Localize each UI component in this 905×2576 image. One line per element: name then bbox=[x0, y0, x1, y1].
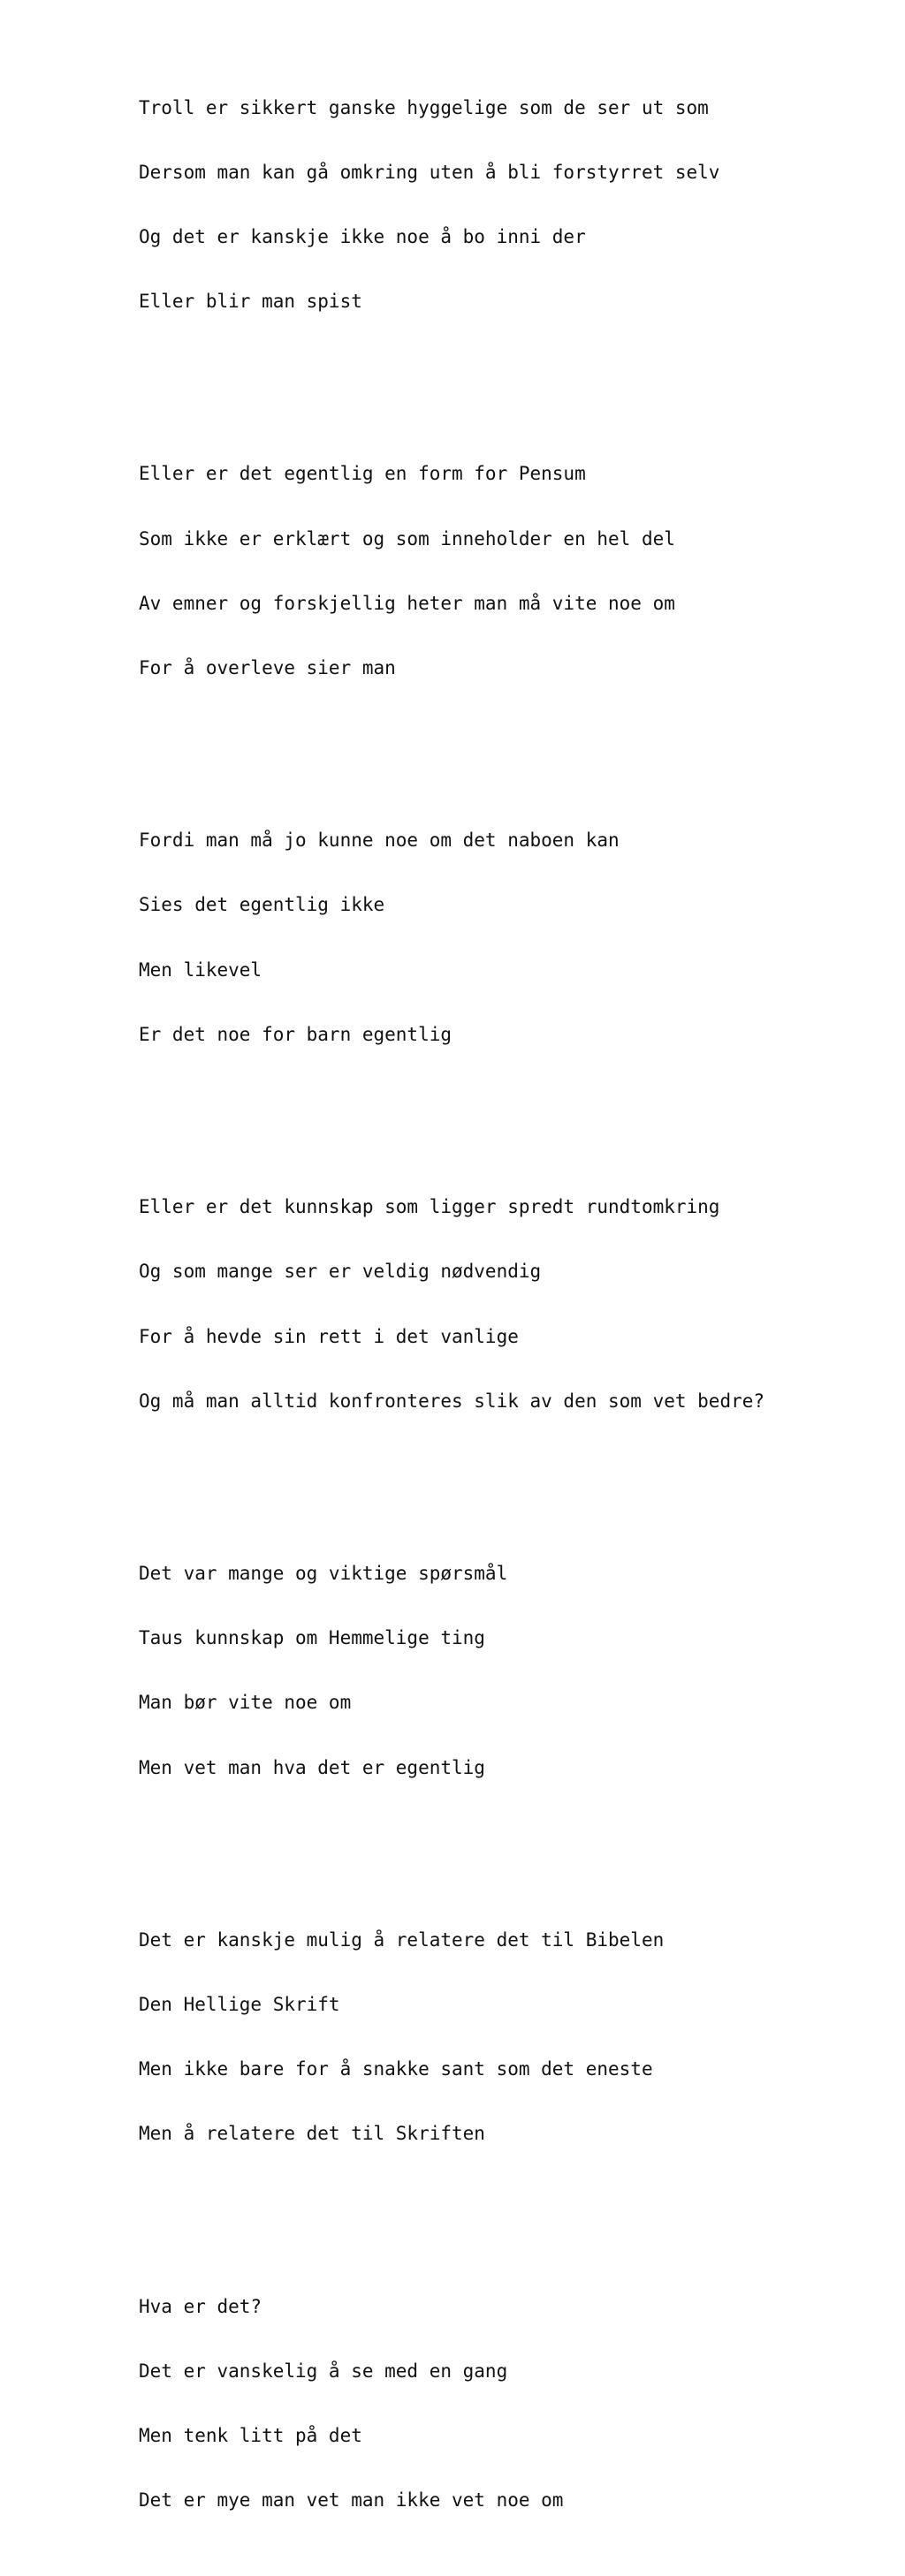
stanza-2 bbox=[139, 420, 764, 723]
poem-line: Men vet man hva det er egentlig bbox=[139, 1756, 485, 1778]
poem-line: For å overleve sier man bbox=[139, 657, 396, 679]
poem-line: Det er vanskelig å se med en gang bbox=[139, 2360, 508, 2382]
stanza-1 bbox=[139, 54, 764, 356]
stanza-4 bbox=[139, 1153, 764, 1455]
poem-line: Man bør vite noe om bbox=[139, 1692, 352, 1714]
stanza-5 bbox=[139, 1519, 764, 1822]
poem-line: Hva er det? bbox=[139, 2295, 262, 2317]
poem-text bbox=[139, 11, 764, 2576]
poem-line: Men likevel bbox=[139, 958, 262, 981]
poem-line: Dersom man kan gå omkring uten å bli forstyrret selv bbox=[139, 161, 720, 183]
poem-line: Eller blir man spist bbox=[139, 291, 362, 313]
poem-line: Er det noe for barn egentlig bbox=[139, 1023, 452, 1045]
stanza-6 bbox=[139, 1886, 764, 2188]
poem-line: Troll er sikkert ganske hyggelige som de ser ut som bbox=[139, 96, 709, 118]
poem-line: Og som mange ser er veldig nødvendig bbox=[139, 1261, 542, 1283]
poem-line: Taus kunnskap om Hemmelige ting bbox=[139, 1627, 485, 1649]
poem-line: Den Hellige Skrift bbox=[139, 1993, 340, 2015]
poem-line: Og det er kanskje ikke noe å bo inni der bbox=[139, 226, 586, 248]
poem-line: Fordi man må jo kunne noe om det naboen kan bbox=[139, 830, 620, 852]
poem-line: For å hevde sin rett i det vanlige bbox=[139, 1325, 519, 1347]
poem-line: Men ikke bare for å snakke sant som det eneste bbox=[139, 2058, 653, 2080]
poem-line: Det er mye man vet man ikke vet noe om bbox=[139, 2489, 564, 2512]
poem-line: Eller er det egentlig en form for Pensum bbox=[139, 463, 586, 485]
poem-line: Av emner og forskjellig heter man må vite noe om bbox=[139, 592, 675, 614]
poem-line: Det var mange og viktige spørsmål bbox=[139, 1562, 508, 1584]
stanza-3 bbox=[139, 786, 764, 1088]
poem-line: Det er kanskje mulig å relatere det til Bibelen bbox=[139, 1928, 665, 1951]
poem-line: Eller er det kunnskap som ligger spredt rundtomkring bbox=[139, 1196, 720, 1218]
stanza-7 bbox=[139, 2253, 764, 2555]
poem-line: Og må man alltid konfronteres slik av den som vet bedre? bbox=[139, 1390, 765, 1412]
poem-line: Men å relatere det til Skriften bbox=[139, 2123, 485, 2145]
poem-line: Som ikke er erklært og som inneholder en hel del bbox=[139, 527, 675, 549]
poem-line: Men tenk litt på det bbox=[139, 2425, 362, 2446]
poem-line: Sies det egentlig ikke bbox=[139, 894, 385, 916]
